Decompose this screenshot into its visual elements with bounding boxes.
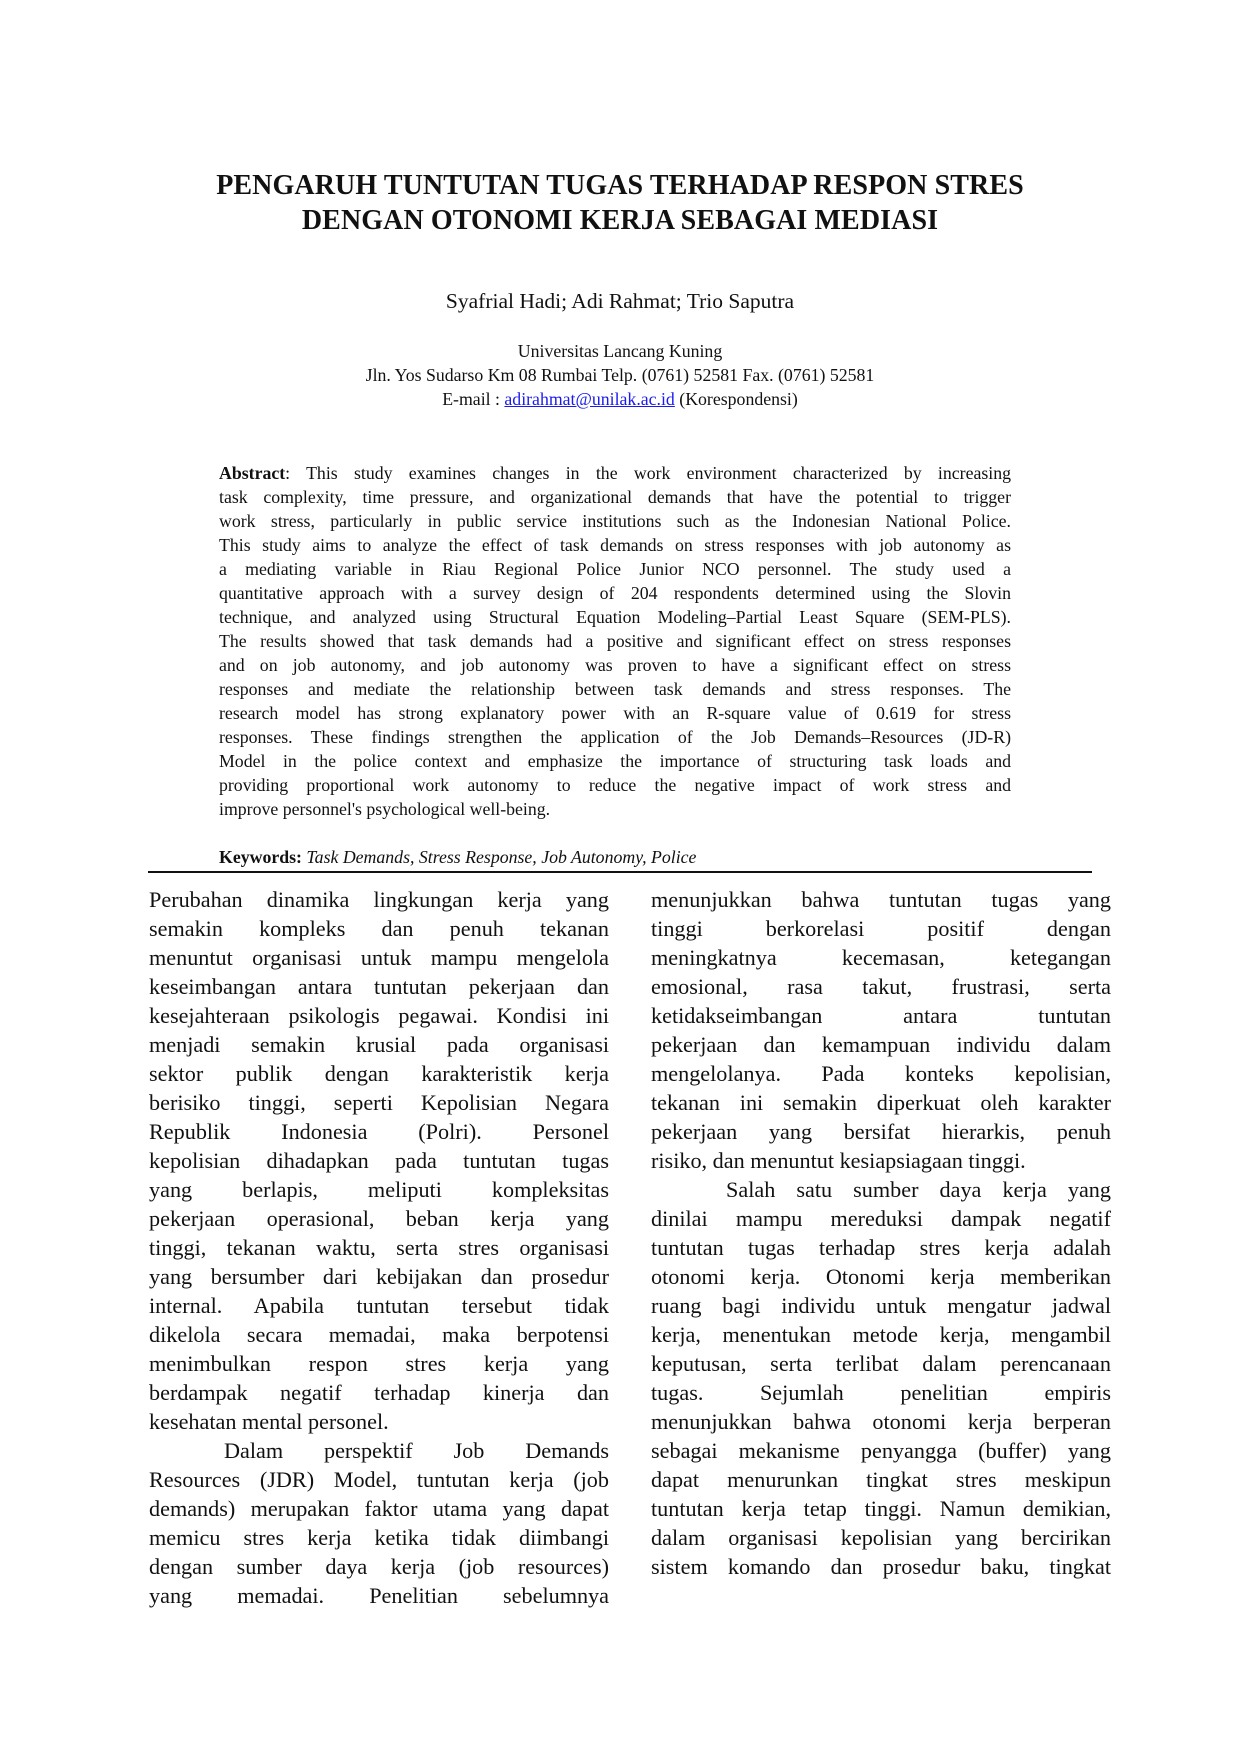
body-text-line: emosional, rasa takut, frustrasi, serta [651, 974, 1111, 999]
body-text-line: semakin kompleks dan penuh tekanan [149, 916, 609, 941]
body-text-line: Republik Indonesia (Polri). Personel [149, 1119, 609, 1144]
body-text-line: yang memadai. Penelitian sebelumnya [149, 1583, 609, 1608]
body-text-line: menunjukkan bahwa otonomi kerja berperan [651, 1409, 1111, 1434]
email-line [150, 387, 1090, 411]
body-text-line: tinggi berkorelasi positif dengan [651, 916, 1111, 941]
body-text-line: kesehatan mental personel. [149, 1409, 389, 1434]
abstract-line: quantitative approach with a survey design of 204 respondents determined using the Slovin [219, 583, 1011, 603]
body-text-line: otonomi kerja. Otonomi kerja memberikan [651, 1264, 1111, 1289]
body-text-line: tugas. Sejumlah penelitian empiris [651, 1380, 1111, 1405]
body-text-line: ruang bagi individu untuk mengatur jadwal [651, 1293, 1111, 1318]
abstract-line: work stress, particularly in public service institutions such as the Indonesian National Police. [219, 511, 1011, 531]
abstract-section [219, 461, 1011, 821]
body-text-line: pekerjaan yang bersifat hierarkis, penuh [651, 1119, 1111, 1144]
body-text-line: sistem komando dan prosedur baku, tingkat [651, 1554, 1111, 1579]
abstract-line: This study aims to analyze the effect of task demands on stress responses with job autonomy as [219, 535, 1011, 555]
abstract-line: and on job autonomy, and job autonomy was proven to have a significant effect on stress [219, 655, 1011, 675]
body-text-line: tekanan ini semakin diperkuat oleh karakter [651, 1090, 1111, 1115]
body-text-line: dapat menurunkan tingkat stres meskipun [651, 1467, 1111, 1492]
body-text-line: kerja, menentukan metode kerja, mengambil [651, 1322, 1111, 1347]
institution-address: Jln. Yos Sudarso Km 08 Rumbai Telp. (0761) 52581 Fax. (0761) 52581 [365, 365, 875, 385]
abstract-body [219, 485, 1011, 821]
abstract-line: Model in the police context and emphasize the importance of structuring task loads and [219, 751, 1011, 771]
body-text-line: sektor publik dengan karakteristik kerja [149, 1061, 609, 1086]
body-text-line: Salah satu sumber daya kerja yang [726, 1177, 1111, 1202]
body-text-line: pekerjaan dan kemampuan individu dalam [651, 1032, 1111, 1057]
abstract-line: improve personnel's psychological well-being. [219, 799, 551, 819]
affiliation-block [150, 339, 1090, 411]
body-text-line: berisiko tinggi, seperti Kepolisian Negara [149, 1090, 609, 1115]
body-right-column [651, 885, 1111, 1581]
body-text-line: tuntutan kerja tetap tinggi. Namun demikian, [651, 1496, 1111, 1521]
body-text-line: kepolisian dihadapkan pada tuntutan tugas [149, 1148, 609, 1173]
body-text-line: ketidakseimbangan antara tuntutan [651, 1003, 1111, 1028]
abstract-line: responses. These findings strengthen the application of the Job Demands–Resources (JD-R) [219, 727, 1011, 747]
abstract-first-line: : This study examines changes in the work environment characterized by increasing [285, 463, 1011, 483]
body-text-line: keseimbangan antara tuntutan pekerjaan dan [149, 974, 609, 999]
body-text-line: sebagai mekanisme penyangga (buffer) yang [651, 1438, 1111, 1463]
body-text-line: demands) merupakan faktor utama yang dapat [149, 1496, 609, 1521]
abstract-line: research model has strong explanatory power with an R-square value of 0.619 for stress [219, 703, 1011, 723]
section-divider [148, 871, 1092, 873]
paper-title [150, 168, 1090, 238]
author-list: Syafrial Hadi; Adi Rahmat; Trio Saputra [445, 289, 795, 313]
keywords-line [219, 845, 696, 869]
keywords-text: Task Demands, Stress Response, Job Autonomy, Police [306, 847, 697, 867]
abstract-line: providing proportional work autonomy to reduce the negative impact of work stress and [219, 775, 1011, 795]
body-text-line: Resources (JDR) Model, tuntutan kerja (job [149, 1467, 609, 1492]
abstract-line [219, 461, 1011, 485]
body-text-line: meningkatnya kecemasan, ketegangan [651, 945, 1111, 970]
abstract-line: task complexity, time pressure, and organizational demands that have the potential to trigger [219, 487, 1011, 507]
body-text-line: keputusan, serta terlibat dalam perencanaan [651, 1351, 1111, 1376]
body-text-line: risiko, dan menuntut kesiapsiagaan tinggi. [651, 1148, 1026, 1173]
body-text-line: memicu stres kerja ketika tidak diimbangi [149, 1525, 609, 1550]
body-text-line: yang bersumber dari kebijakan dan prosedur [149, 1264, 609, 1289]
body-text-line: Perubahan dinamika lingkungan kerja yang [149, 887, 609, 912]
abstract-line: responses and mediate the relationship between task demands and stress responses. The [219, 679, 1011, 699]
email-suffix: (Korespondensi) [674, 389, 798, 409]
body-text-line: menimbulkan respon stres kerja yang [149, 1351, 609, 1376]
body-text-line: internal. Apabila tuntutan tersebut tidak [149, 1293, 609, 1318]
body-text-line: yang berlapis, meliputi kompleksitas [149, 1177, 609, 1202]
keywords-label: Keywords: [219, 847, 302, 867]
email-prefix: E-mail : [442, 389, 505, 409]
body-left-column [149, 885, 609, 1610]
body-text-line: Dalam perspektif Job Demands [224, 1438, 609, 1463]
body-text-line: dinilai mampu mereduksi dampak negatif [651, 1206, 1111, 1231]
body-text-line: pekerjaan operasional, beban kerja yang [149, 1206, 609, 1231]
body-text-line: menuntut organisasi untuk mampu mengelola [149, 945, 609, 970]
abstract-line: The results showed that task demands had a positive and significant effect on stress responses [219, 631, 1011, 651]
body-text-line: menjadi semakin krusial pada organisasi [149, 1032, 609, 1057]
title-line-1: PENGARUH TUNTUTAN TUGAS TERHADAP RESPON STRES [216, 170, 1024, 201]
body-text-line: dikelola secara memadai, maka berpotensi [149, 1322, 609, 1347]
abstract-line: technique, and analyzed using Structural Equation Modeling–Partial Least Square (SEM-PLS). [219, 607, 1011, 627]
abstract-line: a mediating variable in Riau Regional Police Junior NCO personnel. The study used a [219, 559, 1011, 579]
body-text-line: kesejahteraan psikologis pegawai. Kondisi ini [149, 1003, 609, 1028]
body-text-line: dalam organisasi kepolisian yang bercirikan [651, 1525, 1111, 1550]
body-text-line: tinggi, tekanan waktu, serta stres organisasi [149, 1235, 609, 1260]
body-text-line: mengelolanya. Pada konteks kepolisian, [651, 1061, 1111, 1086]
body-text-line: berdampak negatif terhadap kinerja dan [149, 1380, 609, 1405]
body-text-line: dengan sumber daya kerja (job resources) [149, 1554, 609, 1579]
institution-name: Universitas Lancang Kuning [517, 341, 723, 361]
title-line-2: DENGAN OTONOMI KERJA SEBAGAI MEDIASI [301, 205, 939, 236]
body-text-line: menunjukkan bahwa tuntutan tugas yang [651, 887, 1111, 912]
body-text-line: tuntutan tugas terhadap stres kerja adalah [651, 1235, 1111, 1260]
abstract-label: Abstract [219, 463, 286, 483]
email-link[interactable]: adirahmat@unilak.ac.id [504, 389, 675, 409]
